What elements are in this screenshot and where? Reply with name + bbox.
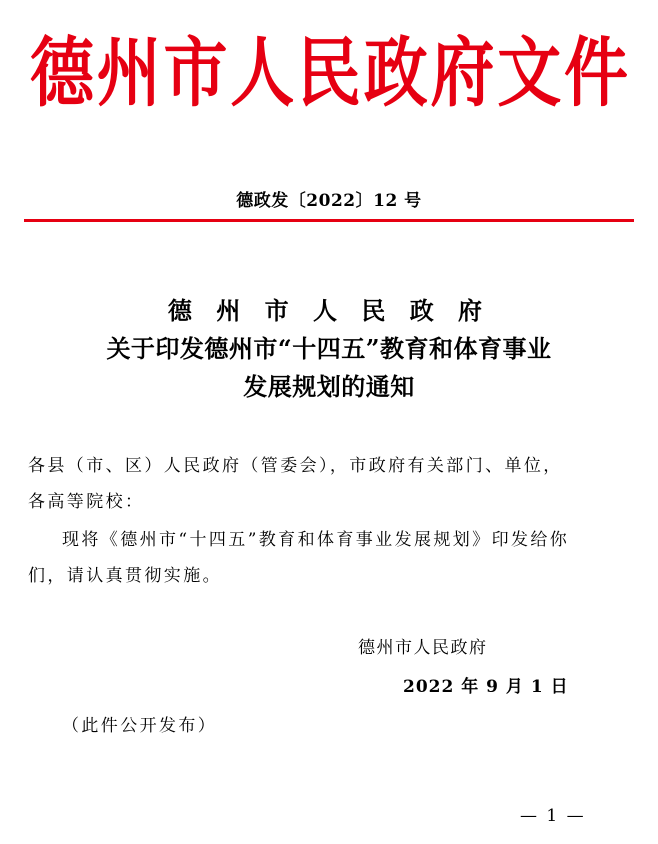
title-line-1: 德 州 市 人 民 政 府 [167,296,491,325]
masthead-char: 政 [363,29,428,118]
masthead [30,22,628,126]
title-line-2: 关于印发德州市“十四五”教育和体育事业 [106,334,552,363]
addressee-line-2: 各高等院校： [28,492,145,512]
masthead-char: 州 [96,29,161,118]
masthead-char: 府 [430,29,495,118]
masthead-char: 民 [297,29,361,118]
issuer-signature: 德州市人民政府 [358,638,488,658]
red-divider-line [24,219,634,222]
addressee-line-1: 各县（市、区）人民政府（管委会），市政府有关部门、单位， [28,456,563,476]
release-note: （此件公开发布） [62,716,218,736]
masthead-char: 件 [564,29,628,118]
document-number: 德政发〔2022〕12 号 [236,191,422,211]
masthead-char: 德 [30,29,94,118]
body-paragraph-line-1: 现将《德州市“十四五”教育和体育事业发展规划》印发给你 [62,530,570,550]
title-line-3: 发展规划的通知 [243,372,415,401]
masthead-char: 市 [163,29,228,118]
masthead-char: 文 [497,29,562,118]
masthead-char: 人 [230,29,295,118]
issue-date: 2022 年 9 月 1 日 [403,677,569,697]
body-paragraph-line-2: 们，请认真贯彻实施。 [28,566,222,586]
page-number: — 1 — [520,806,586,826]
